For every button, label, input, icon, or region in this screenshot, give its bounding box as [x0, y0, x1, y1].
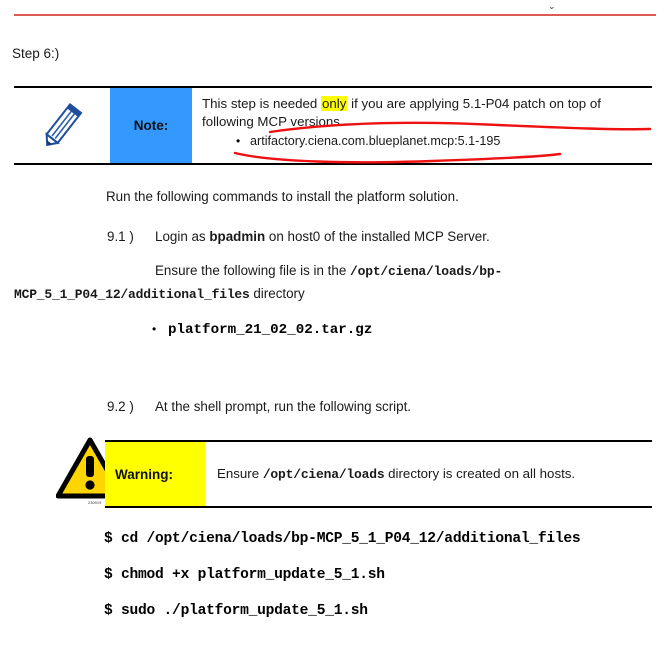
warning-body-cell	[205, 442, 652, 506]
step-label: Step 6:)	[12, 46, 60, 61]
step-9-1-text	[155, 228, 490, 246]
step-9-1-username: bpadmin	[209, 229, 266, 244]
note-body-line-2: following MCP versions.	[202, 114, 344, 129]
ensure-directory-word: directory	[249, 286, 305, 301]
ensure-text: Ensure the following file is in the	[155, 263, 351, 278]
highlighted-word: only	[322, 96, 347, 111]
warning-admonition	[105, 440, 652, 508]
warning-title: Warning:	[115, 466, 173, 482]
warning-text-suffix: directory is created on all hosts.	[384, 465, 576, 481]
note-bullet-text: artifactory.ciena.com.blueplanet.mcp:5.1-195	[250, 134, 501, 148]
note-icon-cell	[14, 88, 110, 163]
step-9-1-prefix: Login as	[155, 229, 210, 244]
ensure-path-part-2: MCP_5_1_P04_12/additional_files	[14, 287, 250, 302]
ensure-path-part-1: /opt/ciena/loads/bp-	[350, 264, 503, 279]
warning-body-text	[217, 465, 575, 484]
shell-command-1: $ cd /opt/ciena/loads/bp-MCP_5_1_P04_12/additional_files	[104, 531, 581, 547]
step-9-2-number: 9.2 )	[107, 399, 134, 414]
warning-icon-code: 230919	[88, 500, 102, 505]
note-body-line-1	[202, 95, 648, 113]
pencil-icon	[39, 101, 85, 151]
header-red-rule	[14, 14, 656, 16]
shell-command-3: $ sudo ./platform_update_5_1.sh	[104, 603, 368, 619]
bullet-marker-icon: •	[236, 134, 241, 148]
file-name: platform_21_02_02.tar.gz	[168, 322, 373, 338]
note-title: Note:	[133, 118, 169, 133]
file-bullet-item	[152, 322, 372, 338]
intro-paragraph: Run the following commands to install the platform solution.	[106, 189, 459, 204]
ensure-line-1	[155, 262, 502, 281]
warning-path: /opt/ciena/loads	[262, 466, 385, 482]
bullet-marker-icon: •	[152, 322, 157, 336]
ensure-line-2	[14, 285, 305, 304]
shell-command-2: $ chmod +x platform_update_5_1.sh	[104, 567, 385, 583]
warning-title-cell	[105, 442, 205, 506]
note-title-cell	[110, 88, 192, 163]
step-9-2-text: At the shell prompt, run the following script.	[155, 399, 412, 414]
note-admonition	[14, 86, 652, 165]
cropped-text-fragment: ⌄	[548, 2, 556, 11]
note-text-after-highlight: if you are applying 5.1-P04 patch on top of	[347, 96, 601, 111]
step-9-1-number: 9.1 )	[107, 229, 134, 244]
note-bullet-item	[202, 133, 648, 150]
warning-text-prefix: Ensure	[217, 465, 263, 481]
note-body-cell	[192, 88, 652, 163]
note-text-before-highlight: This step is needed	[202, 96, 322, 111]
step-9-1-suffix: on host0 of the installed MCP Server.	[265, 229, 490, 244]
